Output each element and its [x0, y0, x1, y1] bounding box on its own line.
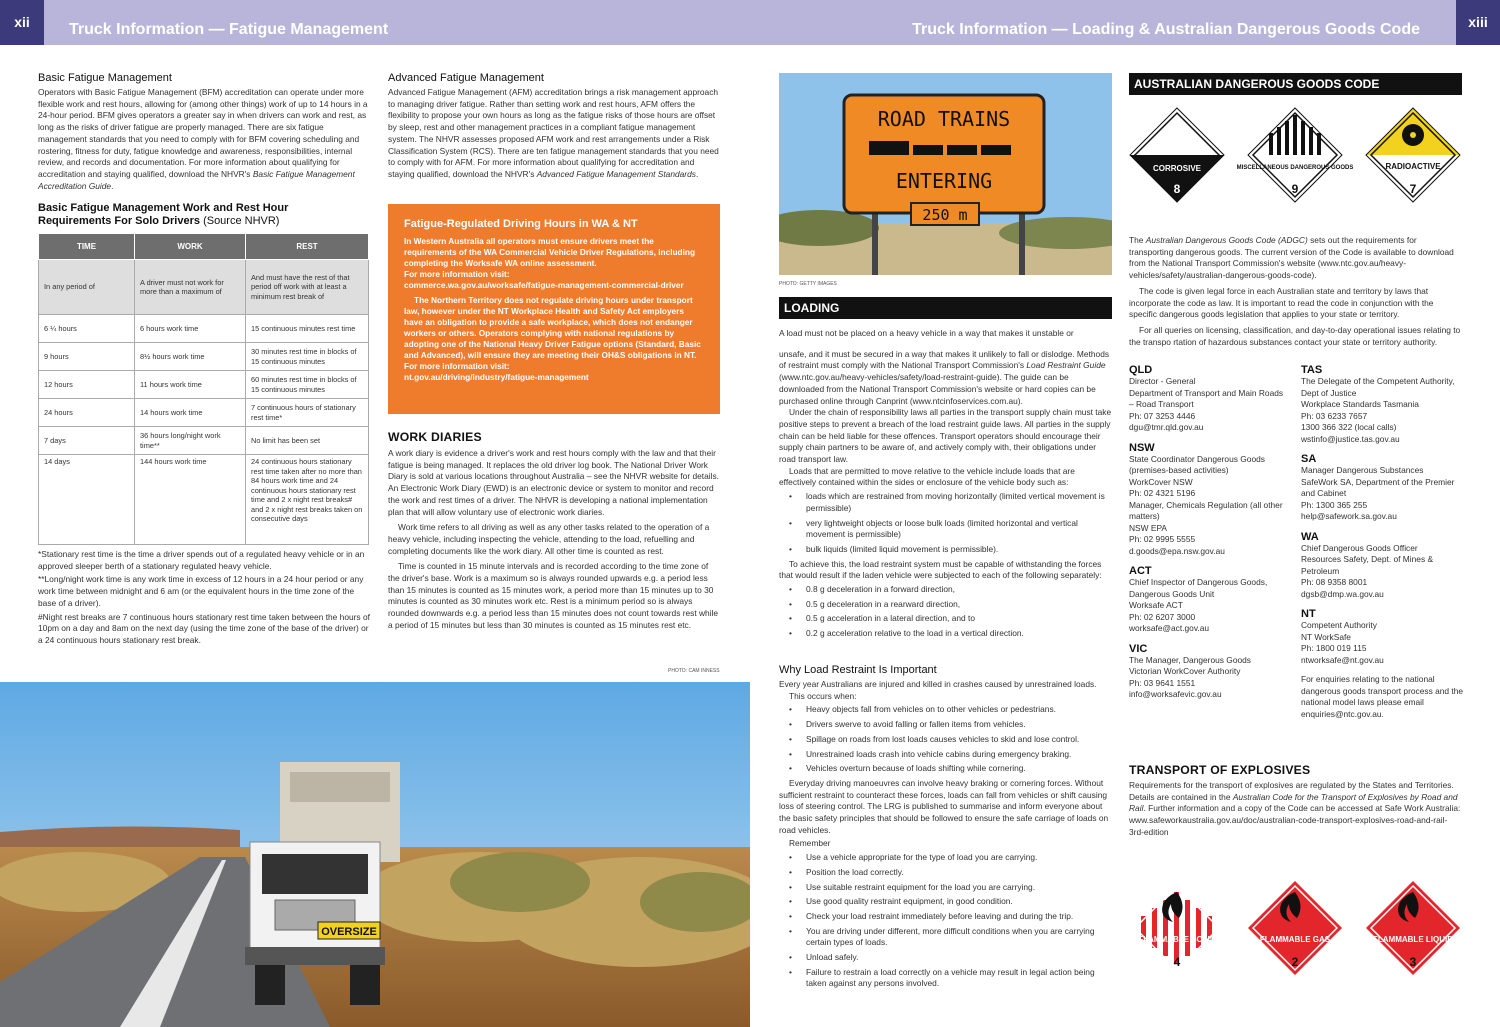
bullet-item: • Use suitable restraint equipment for the load you are carrying.	[779, 882, 1112, 894]
state-line: Victorian WorkCover Authority	[1129, 666, 1241, 676]
bullet-item: • 0.5 g deceleration in a rearward direction,	[779, 599, 1112, 611]
state-line: NSW EPA	[1129, 522, 1168, 533]
state-line: The Delegate of the Competent Authority, Dept of Justice	[1301, 376, 1455, 398]
work-diary-paragraph: A work diary is evidence a driver's work and rest hours comply with the law and that their fatigue is being managed. It replaces the old driver log book. The National Driver Work Diary is sold at various locations throughout Australia – see the NHVR website for details. An Electronic Work Diary (EWD) is an electronic device or system to monitor and record the work and rest times of a driver. The NHVR is developing a national implementation plan that will allow voluntary use of electronic work diaries.	[388, 448, 719, 517]
afm-heading: Advanced Fatigue Management	[388, 72, 544, 84]
bullet-item: • Drivers swerve to avoid falling or fallen items from vehicles.	[779, 719, 1112, 731]
truck-photo-credit: PHOTO: CAM INNESS	[668, 668, 720, 674]
wa-link[interactable]: commerce.wa.gov.au/worksafe/fatigue-management-commercial-driver	[404, 280, 684, 290]
adg-p3: For all queries on licensing, classification, and day-to-day operational issues relating to the transpo rtation of hazardous substances contact your state or territory authority.	[1129, 324, 1461, 347]
loading-p4: Loads that are permitted to move relative to the vehicle include loads that are effectively contained within the sides or enclosure of the vehicle body such as:	[779, 465, 1075, 488]
dg-sign-number: 7	[1409, 182, 1417, 196]
table-note: #Night rest breaks are 7 continuous hours stationary rest time taken between the hours of 10pm on a day and 8am on the next day (using the time zone of the base of the driver) or a 24 continuous hours stationary rest break.	[38, 611, 370, 645]
state-line: SafeWork SA, Department of the Premier and Cabinet	[1301, 476, 1455, 498]
left-page-title: Truck Information — Fatigue Management	[69, 21, 389, 38]
loading-p1: A load must not be placed on a heavy vehicle in a way that makes it unstable or	[779, 328, 1074, 338]
wa-nt-p2: The Northern Territory does not regulate driving hours under transport law, however under the NT Workplace Health and Safety Act employers have an obligation to provide a safe workplace, which does not endanger workers or others. Operators complying with national regulations by adopting one of the National Heavy Driver Fatigue options (Standard, Basic and Advanced), will ensure they are meeting their OH&S obligations in NT.	[404, 295, 701, 360]
table-cell: 6 ¼ hours	[39, 315, 135, 343]
wa-nt-p1: In Western Australia all operators must ensure drivers meet the requirements of the WA Commercial Vehicle Driver Regulations, including completing the Worksafe WA online assessment. For more information visit: commerce.wa.gov.au/worksafe/fatigue-management-commercial-driver	[404, 236, 696, 290]
table-note: *Stationary rest time is the time a driver spends out of a regulated heavy vehicle or in an approved sleeper berth of a stationary regulated heavy vehicle.	[38, 549, 365, 571]
adg-p1: The Australian Dangerous Goods Code (ADGC) sets out the requirements for transporting dangerous goods. The current version of the Code is available to download from the National Transport Commission's website (www.ntc.gov.au/heavy-vehicles/safety/australian-dangerous-goods-code).	[1129, 235, 1454, 281]
table-cell: In any period of	[39, 260, 135, 315]
why-p1: Every year Australians are injured and killed in crashes caused by unrestrained loads.	[779, 679, 1097, 689]
col-work: WORK	[135, 234, 246, 260]
why-p1b: This occurs when:	[789, 690, 857, 701]
explosives-heading: TRANSPORT OF EXPLOSIVES	[1129, 763, 1311, 777]
state-line: worksafe@act.gov.au	[1129, 623, 1210, 633]
table-cell: No limit has been set	[246, 427, 369, 455]
sign-line2: ENTERING	[895, 169, 993, 193]
state-line: The Manager, Dangerous Goods	[1129, 654, 1251, 665]
adg-section	[1129, 235, 1462, 348]
dg-diamond-sign	[1366, 108, 1460, 202]
sign-photo-credit: PHOTO: GETTY IMAGES	[779, 281, 837, 287]
loading-p3: Under the chain of responsibility laws all parties in the transport supply chain must take positive steps to prevent a breach of the load restraint guide laws. All parties in the supply chain can be held liable for these offences. Transport operators should encourage their supply chain partners to be aware of, and actively comply with, their obligations under road transport law.	[779, 407, 1112, 465]
bfm-heading: Basic Fatigue Management	[38, 72, 172, 84]
work-diary-paragraph: Work time refers to all driving as well as any other tasks related to the operation of a heavy vehicle, including inspecting the vehicle, attending to the load, refuelling and completing documents like the work diary. All other time is counted as rest.	[388, 522, 710, 556]
dg-sign-number: 8	[1173, 182, 1181, 196]
table-row	[39, 260, 369, 315]
dg-diamond-sign	[1248, 881, 1342, 975]
states-right	[1301, 358, 1466, 721]
state-name: TAS	[1301, 364, 1323, 376]
state-contact	[1301, 453, 1466, 523]
bullet-item: • 0.5 g acceleration in a lateral direction, and to	[779, 613, 1112, 625]
bullet-item: • Vehicles overturn because of loads shifting while cornering.	[779, 763, 1112, 775]
state-line: Manager Dangerous Substances	[1301, 465, 1424, 475]
loading-p5: To achieve this, the load restraint system must be capable of withstanding the forces that would result if the laden vehicle were subjected to each of the following separately:	[779, 558, 1102, 581]
state-line: info@worksafevic.gov.au	[1129, 689, 1222, 699]
loading-p2: unsafe, and it must be secured in a way that makes it unlikely to fall or dislodge. Methods of restraint must comply with the National Transport Commission's Load Restraint Guide (www.ntc.gov.au/heavy-vehicles/safety/load-restraint-guide). The guide can be downloaded from the National Transport Commission's website or hard copies can be purchased online through Canprint (www.ntcinfoservices.com.au).	[779, 348, 1110, 406]
state-line: dgsb@dmp.wa.gov.au	[1301, 588, 1384, 599]
bullet-item: • Use good quality restraint equipment, in good condition.	[779, 896, 1112, 908]
state-line: Manager, Chemicals Regulation (all other matters)	[1129, 499, 1283, 521]
state-name: QLD	[1129, 364, 1153, 376]
table-cell: And must have the rest of that period off work with at least a minimum rest break of	[246, 260, 369, 315]
state-line: Worksafe ACT	[1129, 600, 1183, 610]
state-contact	[1301, 531, 1466, 601]
bullet-item: • Position the load correctly.	[779, 867, 1112, 879]
dg-sign-number: 3	[1409, 955, 1417, 969]
states-left	[1129, 358, 1289, 709]
table-cell: 9 hours	[39, 343, 135, 371]
dg-sign-label: FLAMMABLE SOLID	[1138, 935, 1216, 944]
why-bullets	[779, 704, 1112, 775]
state-line: help@safework.sa.gov.au	[1301, 511, 1397, 521]
table-cell: 7 continuous hours of stationary rest time*	[246, 399, 369, 427]
bullet-item: • Use a vehicle appropriate for the type of load you are carrying.	[779, 852, 1112, 864]
road-sign-illustration	[779, 73, 1112, 275]
fatigue-table-section	[38, 202, 370, 649]
state-line: Workplace Standards Tasmania	[1301, 399, 1419, 409]
bullet-item: • Spillage on roads from lost loads causes vehicles to skid and lose control.	[779, 734, 1112, 746]
state-line: NT WorkSafe	[1301, 631, 1351, 642]
why-heading: Why Load Restraint Is Important	[779, 664, 937, 676]
table-cell: 11 hours work time	[135, 371, 246, 399]
table-cell: 7 days	[39, 427, 135, 455]
wa-nt-heading: Fatigue-Regulated Driving Hours in WA & NT	[404, 218, 638, 230]
table-cell: 30 minutes rest time in blocks of 15 continuous minutes	[246, 343, 369, 371]
bullet-item: • loads which are restrained from moving horizontally (limited vertical movement is permissible)	[779, 491, 1112, 514]
adg-p2: The code is given legal force in each Australian state and territory by laws that incorporate the code as law. It is important to read the code in conjunction with the specific dangerous goods legislation that applies to your state or territory.	[1129, 285, 1434, 320]
bullet-item: • bulk liquids (limited liquid movement is permissible).	[779, 544, 1112, 556]
truck-photo-illustration	[0, 682, 750, 1027]
col-time: TIME	[39, 234, 135, 260]
state-line: Competent Authority	[1301, 620, 1377, 630]
state-name: ACT	[1129, 565, 1152, 577]
nt-link[interactable]: nt.gov.au/driving/industry/fatigue-management	[404, 372, 589, 382]
explosives-section	[1129, 763, 1462, 839]
state-line: Ph: 02 6207 3000	[1129, 611, 1196, 622]
adg-heading: AUSTRALIAN DANGEROUS GOODS CODE	[1129, 73, 1462, 95]
bullet-item: • very lightweight objects or loose bulk loads (limited horizontal and vertical movement is permissible)	[779, 518, 1112, 541]
table-cell: 24 hours	[39, 399, 135, 427]
state-contact	[1129, 442, 1289, 558]
table-cell: 12 hours	[39, 371, 135, 399]
dg-sign-label: FLAMMABLE GAS	[1259, 935, 1331, 944]
state-line: WorkCover NSW	[1129, 476, 1193, 487]
table-cell: 15 continuous minutes rest time	[246, 315, 369, 343]
table-note: **Long/night work time is any work time in excess of 12 hours in a 24 hour period or any work time between midnight and 6 am (or the equivalent hours in the time zone of the base of a driver).	[38, 574, 364, 608]
loading-heading: LOADING	[779, 297, 1112, 319]
dg-sign-label: FLAMMABLE LIQUID	[1373, 935, 1453, 944]
bullet-item: • Failure to restrain a load correctly on a vehicle may result in legal action being taken against any persons involved.	[779, 967, 1112, 990]
fatigue-table	[38, 233, 369, 545]
loading-bullets2	[779, 584, 1112, 640]
dg-sign-label: CORROSIVE	[1152, 164, 1202, 173]
state-line: Ph: 02 4321 5196	[1129, 488, 1196, 498]
bullet-item: • Unrestrained loads crash into vehicle cabins during emergency braking.	[779, 749, 1112, 761]
afm-body: Advanced Fatigue Management (AFM) accreditation brings a risk management approach to managing driver fatigue. Rather than setting work and rest hours, AFM offers the flexibility to propose your own hours as long as the fatigue risks of those hours are offset by sleep, rest and other management practices in a compliant fatigue management system. The NHVR assesses proposed AFM work and rest arrangements under a Risk Classification System (RCS). There are ten fatigue management standards that you need to comply with for AFM. For more information about qualifying for accreditation and staying qualified, download the NHVR's Advanced Fatigue Management Standards.	[388, 87, 719, 179]
state-line: State Coordinator Dangerous Goods (premises-based activities)	[1129, 453, 1265, 475]
state-contact	[1301, 608, 1466, 666]
table-cell: 24 continuous hours stationary rest time taken after no more than 84 hours work time and 24 continuous hours stationary rest time and 2 x night rest breaks# and 2 x night rest breaks taken on consecutive days	[246, 455, 369, 545]
work-diaries-heading: WORK DIARIES	[388, 430, 482, 444]
state-line: ntworksafe@nt.gov.au	[1301, 654, 1384, 665]
bullet-item: • 0.2 g acceleration relative to the load in a vertical direction.	[779, 628, 1112, 640]
state-line: Ph: 1300 365 255	[1301, 499, 1368, 510]
table-cell: A driver must not work for more than a maximum of	[135, 260, 246, 315]
state-line: Department of Transport and Main Roads – Road Transport	[1129, 387, 1284, 409]
state-contact	[1301, 364, 1466, 445]
page-number-left: xii	[0, 0, 44, 45]
state-contact	[1129, 364, 1289, 434]
table-row	[39, 371, 369, 399]
state-line: Ph: 03 6233 7657	[1301, 410, 1368, 421]
bullet-item: • You are driving under different, more difficult conditions when you are carrying certain types of loads.	[779, 926, 1112, 949]
sign-distance: 250 m	[922, 206, 968, 224]
loading-bullets1	[779, 491, 1112, 556]
dg-signs-top	[1129, 105, 1469, 205]
remember-bullets	[779, 852, 1112, 990]
why-p2: Everyday driving manoeuvres can involve heavy braking or cornering forces. Without sufficient restraint to counteract these forces, loads can fall from vehicles or shift causing loss of steering control. The LRG is published to summarise and inform everyone about the basic safety principles that should be followed to ensure the safe carriage of loads on road vehicles.	[779, 777, 1109, 835]
dg-sign-number: 4	[1173, 955, 1181, 969]
state-contact	[1129, 643, 1289, 701]
bfm-section	[38, 72, 368, 192]
dg-sign-number: 2	[1291, 955, 1299, 969]
table-cell: 14 days	[39, 455, 135, 545]
loading-section	[779, 328, 1112, 643]
dg-diamond-sign	[1366, 881, 1460, 975]
bullet-item: • 0.8 g deceleration in a forward direction,	[779, 584, 1112, 596]
table-row	[39, 399, 369, 427]
col-rest: REST	[246, 234, 369, 260]
table-row	[39, 455, 369, 545]
state-line: Chief Dangerous Goods Officer	[1301, 542, 1418, 553]
table-row	[39, 343, 369, 371]
state-line: 1300 366 322 (local calls)	[1301, 422, 1397, 432]
state-line: Ph: 02 9995 5555	[1129, 534, 1196, 544]
dg-sign-label: RADIOACTIVE	[1385, 162, 1441, 171]
state-line: Director - General	[1129, 376, 1196, 386]
table-cell: 144 hours work time	[135, 455, 246, 545]
enquiries-note: For enquiries relating to the national dangerous goods transport process and the national model laws please email enquiries@ntc.gov.au.	[1301, 674, 1464, 720]
bullet-item: • Check your load restraint immediately before leaving and during the trip.	[779, 911, 1112, 923]
table-notes	[38, 549, 370, 647]
dg-signs-bottom	[1129, 878, 1469, 978]
truck-photo	[0, 682, 750, 1027]
table-row	[39, 315, 369, 343]
table-cell: 36 hours long/night work time**	[135, 427, 246, 455]
sign-line1: ROAD TRAINS	[877, 107, 1011, 131]
bullet-item: • Unload safely.	[779, 952, 1112, 964]
work-diaries-section	[388, 430, 720, 632]
work-diary-paragraph: Time is counted in 15 minute intervals and is recorded according to the time zone of the driver's base. Work is a maximum so is always rounded upwards e.g. a period less than 15 minutes is counted as 15 minutes work, a period more than 15 minutes up to 30 minutes is counted as 30 minutes work etc. Rest is a minimum period so is always rounded downwards e.g. a period less than 15 minutes does not count towards rest while a period of 15 minutes but less than 30 minutes is counted as 15 minutes rest etc.	[388, 561, 719, 630]
bfm-body: Operators with Basic Fatigue Management (BFM) accreditation can operate under more flexible work and rest hours, allowing for (among other things) work of up to 14 hours in a 24-hour period. BFM gives operators a greater say in when drivers can work and rest, as long as the risks of driver fatigue are properly managed. There are six fatigue management standards that you need to comply with for BFM covering scheduling and rostering, fitness for duty, fatigue knowledge and awareness, responsibilities, internal review, and records and documentation. For more information about qualifying for accreditation and staying qualified, download the NHVR's Basic Fatigue Management Accreditation Guide.	[38, 87, 368, 191]
dg-sign-label: MISCELLANEOUS DANGEROUS GOODS	[1236, 165, 1354, 171]
dg-diamond-sign	[1237, 108, 1354, 202]
afm-section	[388, 72, 720, 181]
state-line: Ph: 03 9641 1551	[1129, 677, 1196, 688]
right-page-title: Truck Information — Loading & Australian Dangerous Goods Code	[912, 21, 1420, 38]
page-number-right: xiii	[1456, 0, 1500, 45]
bullet-item: • Heavy objects fall from vehicles on to other vehicles or pedestrians.	[779, 704, 1112, 716]
table-row	[39, 427, 369, 455]
remember-label: Remember	[789, 838, 831, 849]
table-cell: 60 minutes rest time in blocks of 15 continuous minutes	[246, 371, 369, 399]
state-line: Resources Safety, Dept. of Mines & Petroleum	[1301, 554, 1434, 576]
table-cell: 14 hours work time	[135, 399, 246, 427]
state-line: Chief Inspector of Dangerous Goods, Dangerous Goods Unit	[1129, 577, 1268, 599]
table-heading: Basic Fatigue Management Work and Rest Hour Requirements For Solo Drivers (Source NHVR)	[38, 202, 289, 227]
dg-sign-number: 9	[1291, 182, 1299, 196]
why-section	[779, 664, 1112, 993]
wa-nt-box: Fatigue-Regulated Driving Hours in WA & NT In Western Australia all operators must ensure drivers meet the requirements of the WA Commercial Vehicle Driver Regulations, including completing the Worksafe WA online assessment. For more information visit: commerce.wa.gov.au/worksafe/fatigue-management-commercial-driver The Northern Territory does not regulate driving hours under transport law, however under the NT Workplace Health and Safety Act employers have an obligation to provide a safe workplace, which does not endanger workers or others. Operators complying with national regulations by adopting one of the National Heavy Driver Fatigue options (Standard, Basic and Advanced), will ensure they are meeting their OH&S obligations in NT. For more information visit: nt.gov.au/driving/industry/fatigue-management	[388, 204, 720, 414]
state-line: d.goods@epa.nsw.gov.au	[1129, 545, 1225, 556]
state-line: dgu@tmr.qld.gov.au	[1129, 422, 1204, 432]
state-name: VIC	[1129, 642, 1148, 655]
state-name: NSW	[1129, 441, 1155, 454]
state-contact	[1129, 565, 1289, 635]
state-line: Ph: 07 3253 4446	[1129, 410, 1196, 421]
dg-diamond-sign	[1130, 108, 1224, 202]
state-line: Ph: 1800 019 115	[1301, 643, 1367, 653]
state-line: Ph: 08 9358 8001	[1301, 577, 1368, 587]
state-name: WA	[1301, 530, 1319, 543]
oversize-sign: OVERSIZE	[321, 926, 377, 938]
dg-diamond-sign	[1130, 881, 1224, 975]
table-cell: 8½ hours work time	[135, 343, 246, 371]
table-cell: 6 hours work time	[135, 315, 246, 343]
state-name: NT	[1301, 608, 1316, 620]
explosives-body: Requirements for the transport of explosives are regulated by the States and Territories. Details are contained in the Australian Code for the Transport of Explosives by Road and Rail. Further information and a copy of the Code can be accessed at Safe Work Australia: www.safeworkaustralia.gov.au/doc/australian-code-transport-explosives-road-and-rail-3rd-edition	[1129, 780, 1461, 837]
state-line: wstinfo@justice.tas.gov.au	[1301, 433, 1400, 444]
road-sign-photo	[779, 73, 1112, 275]
state-name: SA	[1301, 453, 1317, 465]
